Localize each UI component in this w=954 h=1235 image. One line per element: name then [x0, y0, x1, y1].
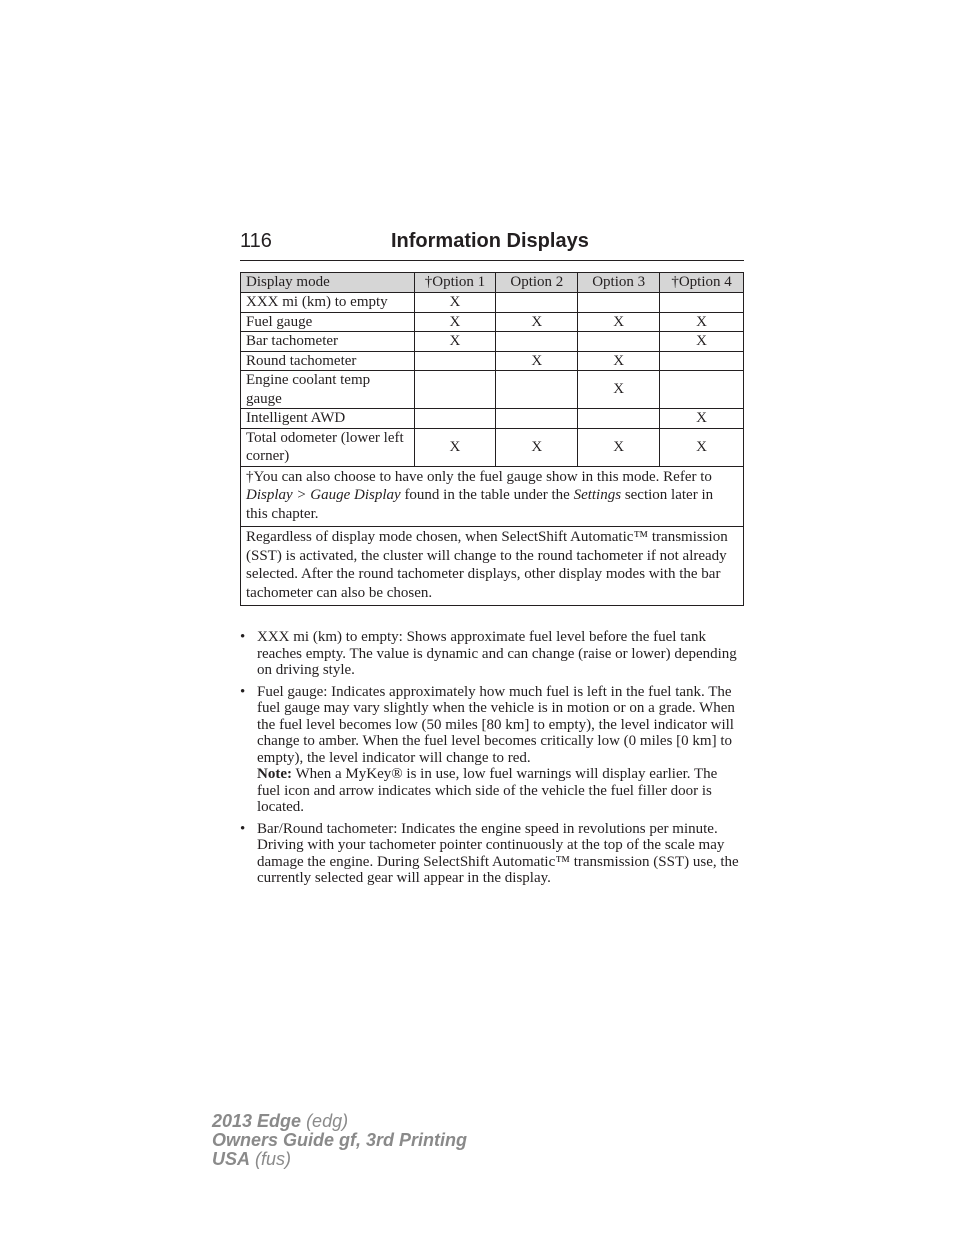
row-label: Round tachometer: [241, 351, 415, 371]
bullet-list: [240, 629, 744, 892]
footer-market-code: (fus): [250, 1149, 292, 1169]
footnote-cell: [241, 466, 744, 526]
table-cell: X: [414, 428, 496, 466]
row-label: XXX mi (km) to empty: [241, 293, 415, 313]
footnote-text: section later in this chapter.: [246, 487, 714, 523]
table-cell: [660, 351, 744, 371]
bullet-text: XXX mi (km) to empty: Shows approximate fuel level before the fuel tank reaches empty. The value is dynamic and can change (raise or lower) depending on driving style.: [257, 629, 737, 678]
table-row: [241, 428, 744, 466]
table-cell: X: [578, 428, 660, 466]
table-cell: [496, 371, 578, 409]
bullet-text: Fuel gauge: Indicates approximately how much fuel is left in the fuel tank. The fuel gauge may vary slightly when the vehicle is in motion or on a grade. When the fuel level becomes low (50 miles [80 km] to empty), the level indicator will change to amber. When the fuel level becomes critically low (0 miles [0 km] to empty), the level indicator will change to red.: [257, 683, 735, 766]
table-cell: X: [414, 312, 496, 332]
page-header: [240, 230, 744, 261]
list-item: [240, 629, 744, 679]
table-cell: [660, 371, 744, 409]
footer-line: [212, 1112, 467, 1131]
column-header: Display mode: [241, 273, 415, 293]
bullet-icon: •: [240, 820, 246, 837]
page-footer: [212, 1112, 467, 1169]
table-cell: X: [660, 332, 744, 352]
footer-market: USA: [212, 1149, 251, 1169]
table-row: [241, 312, 744, 332]
table-row: [241, 351, 744, 371]
table-cell: [496, 409, 578, 429]
table-cell: [660, 293, 744, 313]
table-cell: [578, 293, 660, 313]
table-cell: X: [496, 351, 578, 371]
table-cell: X: [578, 351, 660, 371]
footnote-text: †You can also choose to have only the fuel gauge show in this mode. Refer to: [246, 468, 712, 485]
bullet-icon: •: [240, 683, 246, 700]
note-cell: Regardless of display mode chosen, when SelectShift Automatic™ transmission (SST) is activated, the cluster will change to the round tachometer if not already selected. After the round tachometer displays, other display modes with the bar tachometer can also be chosen.: [241, 526, 744, 605]
table-cell: [414, 371, 496, 409]
table-row: [241, 332, 744, 352]
display-modes-table: [240, 272, 744, 606]
table-cell: X: [496, 428, 578, 466]
note-text: When a MyKey® is in use, low fuel warnings will display earlier. The fuel icon and arrow indicates which side of the vehicle the fuel filler door is located.: [257, 766, 718, 815]
footer-line: [212, 1150, 467, 1169]
footnote-text: found in the table under the: [400, 487, 574, 504]
list-item: [240, 821, 744, 887]
table-cell: X: [414, 332, 496, 352]
table-cell: [414, 351, 496, 371]
table-footnote-row: [241, 466, 744, 526]
row-label: Fuel gauge: [241, 312, 415, 332]
table-cell: X: [660, 428, 744, 466]
footer-line: [212, 1131, 467, 1150]
table-cell: [496, 293, 578, 313]
table-cell: [496, 332, 578, 352]
column-header: †Option 4: [660, 273, 744, 293]
page-number: 116: [240, 230, 272, 252]
row-label: Bar tachometer: [241, 332, 415, 352]
table-cell: X: [496, 312, 578, 332]
list-item: [240, 684, 744, 816]
row-label: Engine coolant temp gauge: [241, 371, 415, 409]
bullet-text: Bar/Round tachometer: Indicates the engine speed in revolutions per minute. Driving with your tachometer pointer continuously at the top of the scale may damage the engine. During SelectShift Automatic™ transmission (SST) use, the currently selected gear will appear in the display.: [257, 820, 739, 886]
bullet-icon: •: [240, 629, 246, 645]
page-title: Information Displays: [391, 230, 589, 252]
column-header: †Option 1: [414, 273, 496, 293]
footer-model: 2013 Edge: [212, 1111, 302, 1131]
table-header-row: [241, 273, 744, 293]
table-cell: X: [578, 371, 660, 409]
table-row: [241, 371, 744, 409]
table-cell: [414, 409, 496, 429]
table-cell: [578, 409, 660, 429]
note-label: Note:: [257, 766, 292, 782]
table-cell: X: [414, 293, 496, 313]
table-note-row: [241, 526, 744, 605]
table-cell: X: [660, 409, 744, 429]
table-row: [241, 293, 744, 313]
row-label: Total odometer (lower left corner): [241, 428, 415, 466]
footer-guide: Owners Guide gf, 3rd Printing: [212, 1130, 468, 1150]
footnote-menu-path: Display > Gauge Display: [246, 487, 401, 504]
table-cell: [578, 332, 660, 352]
column-header: Option 2: [496, 273, 578, 293]
row-label: Intelligent AWD: [241, 409, 415, 429]
table-row: [241, 409, 744, 429]
footer-model-code: (edg): [301, 1111, 349, 1131]
table-cell: X: [660, 312, 744, 332]
table-cell: X: [578, 312, 660, 332]
column-header: Option 3: [578, 273, 660, 293]
footnote-section-name: Settings: [573, 487, 622, 504]
